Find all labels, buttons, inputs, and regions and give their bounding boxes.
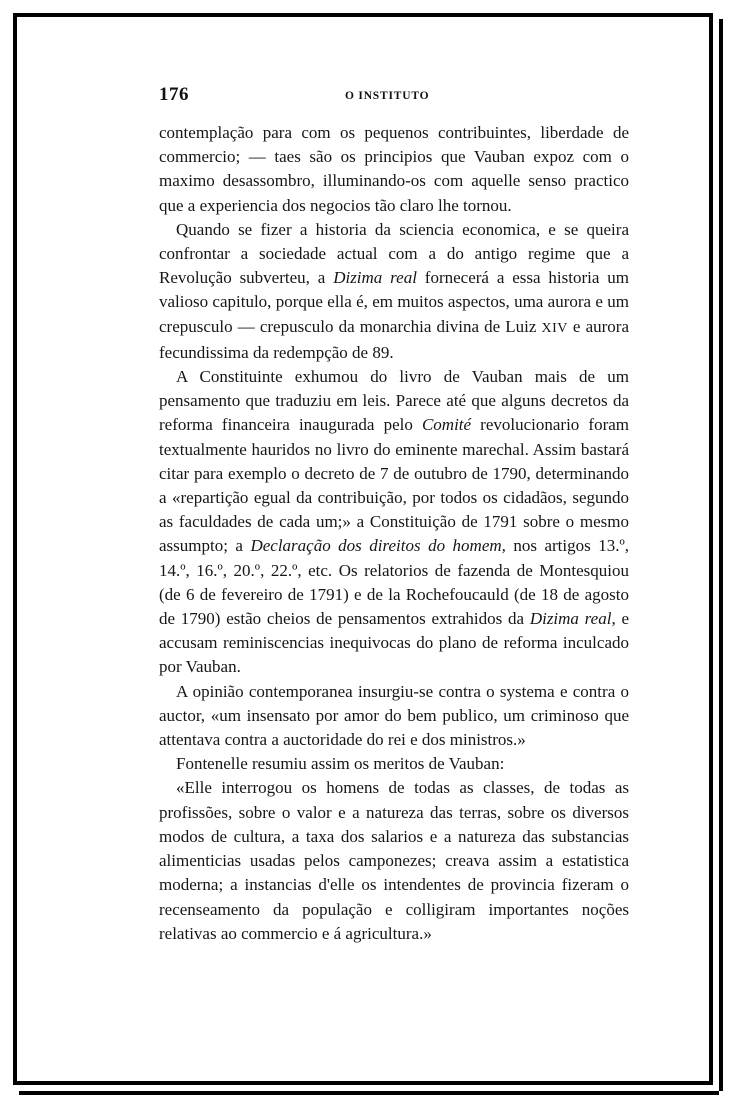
paragraph-fontenelle-quote: «Elle interrogou os homens de todas as classes, de todas as profissões, sobre o valor e a natureza das terras, sobre os diversos modos de cultura, a taxa dos salarios e a natureza das substancias alimenticias usadas pelos camponezes; creava assim a estatistica moderna; a instancias d'elle os intendentes de provincia fizeram o recenseamento da população e colligiram importantes noções relativas ao commercio e á agricultura.» xyxy=(159,778,629,943)
paragraph-contemporary-opinion: A opinião contemporanea insurgiu-se contra o systema e contra o auctor, «um insensato por amor do bem publico, um criminoso que attentava contra a auctoridade do rei e dos ministros.» xyxy=(159,681,629,750)
paragraph-economic-history: Quando se fizer a historia da sciencia economica, e se queira confrontar a sociedade actual com a do antigo regime que a Revolução subverteu, a Dizima real fornecerá a essa historia um valioso capitulo, porque ella é, em muitos aspectos, uma aurora e um crepusculo — crepusculo da monarchia divina de Luiz XIV e aurora fecundissima da redempção de 89. xyxy=(159,219,629,362)
paragraph-fontenelle-intro: Fontenelle resumiu assim os meritos de Vauban: xyxy=(176,754,505,774)
frame-shadow-bottom xyxy=(19,1091,719,1095)
page-number: 176 xyxy=(159,84,189,105)
body-text xyxy=(159,121,629,946)
paragraph-constituent-assembly: A Constituinte exhumou do livro de Vauban mais de um pensamento que traduziu em leis. Parece até que alguns decretos da reforma financeira inaugurada pelo Comité revolucionario foram textualmente hauridos no livro do eminente marechal. Assim bastará citar para exemplo o decreto de 7 de outubro de 1790, determinando a «repartição egual da contribuição, por todos os cidadãos, segundo as faculdades de cada um;» a Constituição de 1791 sobre o mesmo assumpto; a Declaração dos direitos do homem, nos artigos 13.º, 14.º, 16.º, 20.º, 22.º, etc. Os relatorios de fazenda de Montesquiou (de 6 de fevereiro de 1791) e de la Rochefoucauld (de 18 de agosto de 1790) estão cheios de pensamentos extrahidos da Dizima real, e accusam reminiscencias inequivocas do plano de reforma inculcado por Vauban. xyxy=(159,367,630,677)
journal-title: O INSTITUTO xyxy=(345,90,430,102)
running-head xyxy=(159,82,629,110)
paragraph-continuation: contemplação para com os pequenos contribuintes, liberdade de commercio; — taes são os principios que Vauban expoz com o maximo desassombro, illuminando-os com aquelle senso practico que a experiencia dos negocios tão claro lhe tornou. xyxy=(159,123,629,215)
frame-shadow-right xyxy=(719,19,723,1091)
